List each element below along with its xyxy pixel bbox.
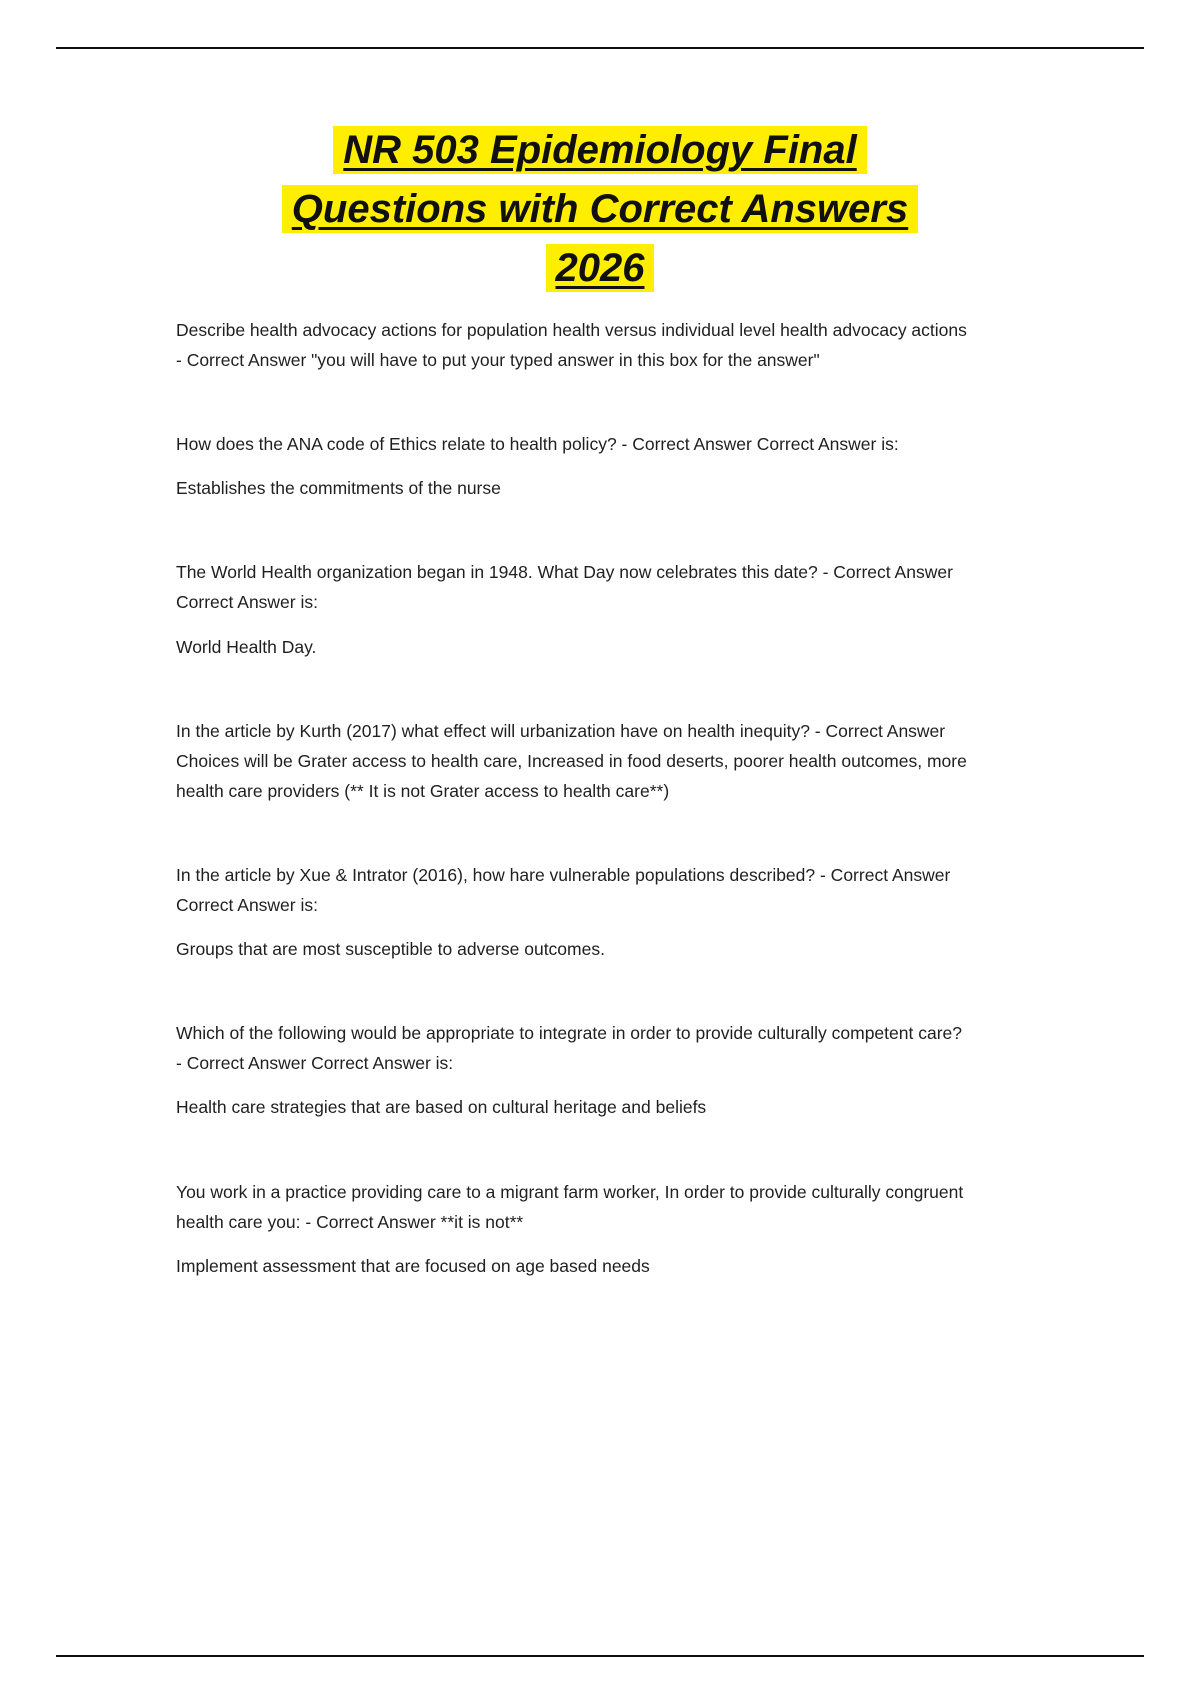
qa-paragraph: Groups that are most susceptible to adverse outcomes. — [176, 939, 605, 960]
qa-paragraph: In the article by Xue & Intrator (2016), how hare vulnerable populations described? - Correct Answer Correct Answer is: — [176, 864, 951, 916]
qa-paragraph: Implement assessment that are focused on age based needs — [176, 1255, 650, 1276]
qa-paragraph: Describe health advocacy actions for population health versus individual level health advocacy actions - Correct Answer "you will have to put your typed answer in this box for the answer" — [176, 320, 967, 371]
qa-content — [176, 315, 968, 1281]
document-title-line-1: NR 503 Epidemiology Final — [333, 126, 866, 174]
qa-paragraph: How does the ANA code of Ethics relate to health policy? - Correct Answer Correct Answer is: — [176, 434, 899, 455]
title-row — [0, 244, 1200, 303]
qa-block — [176, 1018, 968, 1122]
qa-block — [176, 1177, 968, 1281]
qa-block — [176, 716, 968, 806]
qa-block — [176, 429, 968, 503]
qa-block — [176, 315, 968, 375]
qa-paragraph: Health care strategies that are based on cultural heritage and beliefs — [176, 1097, 707, 1118]
bottom-rule — [56, 1655, 1144, 1657]
qa-paragraph: You work in a practice providing care to a migrant farm worker, In order to provide culturally congruent health care you: - Correct Answer **it is not** — [176, 1181, 964, 1232]
qa-paragraph: Which of the following would be appropriate to integrate in order to provide culturally competent care? - Correct Answer Correct Answer is: — [176, 1023, 962, 1074]
qa-paragraph: In the article by Kurth (2017) what effect will urbanization have on health inequity? - Correct Answer Choices will be Grater access to health care, Increased in food deserts, poorer health outcomes, more health care providers (** It is not Grater access to health care**) — [176, 720, 967, 801]
qa-paragraph: Establishes the commitments of the nurse — [176, 478, 501, 499]
document-title-line-2: Questions with Correct Answers — [282, 185, 918, 233]
qa-block — [176, 860, 968, 964]
title-row — [0, 185, 1200, 244]
document-header — [0, 0, 1200, 303]
top-rule — [56, 47, 1144, 49]
qa-paragraph: The World Health organization began in 1948. What Day now celebrates this date? - Correct Answer Correct Answer is: — [176, 562, 953, 613]
qa-block — [176, 557, 968, 661]
title-row — [0, 126, 1200, 185]
document-title-line-3: 2026 — [546, 244, 655, 292]
qa-paragraph: World Health Day. — [176, 636, 317, 657]
